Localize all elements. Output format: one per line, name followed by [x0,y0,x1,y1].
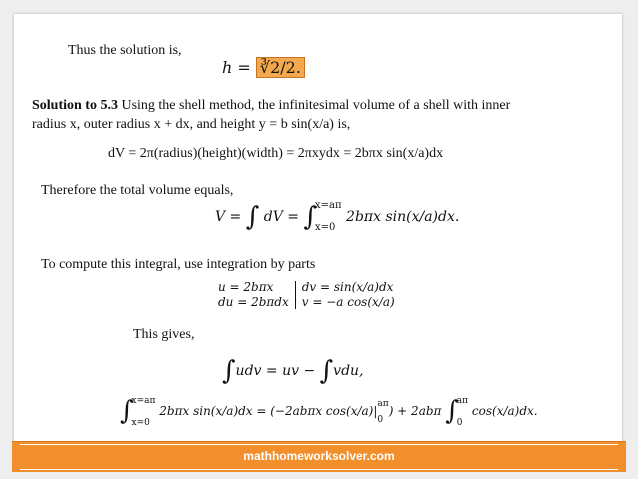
integral-sign-4: ∫ [319,356,334,386]
solution-lhs: h = [222,58,251,77]
footer-link[interactable]: mathhomeworksolver.com [243,449,395,463]
integral-sign-1: ∫ [245,202,260,232]
paragraph-line-2: radius x, outer radius x + dx, and height y = b sin(x/a) is, [32,117,351,132]
upper-limit: x=aπ [315,200,342,211]
dv-equation: dV = 2π(radius)(height)(width) = 2πxydx = 2bπx sin(x/a)dx [108,146,444,161]
volume-integrand: 2bπx sin(x/a)dx. [346,209,460,225]
parts-u: u = 2bπx [218,280,274,294]
integral-sign-5: ∫ [120,396,134,426]
intro-line: Thus the solution is, [68,43,182,58]
final-tail: cos(x/a)dx. [471,404,538,418]
final-upper-limit: x=aπ [131,395,156,406]
integral-sign-2: ∫ [303,202,318,232]
parts-formula [222,352,364,386]
volume-integral [215,198,459,233]
footer-top-rule [20,444,618,445]
eval-upper: aπ [377,398,389,409]
parts-table [218,280,395,310]
final-lower-limit-2: 0 [456,417,463,428]
total-volume-text: Therefore the total volume equals, [41,183,234,198]
footer-bottom-rule [20,469,618,470]
parts-divider [295,281,296,309]
paragraph-text-1: Using the shell method, the infinitesimal volume of a shell with inner [117,98,511,113]
final-integrand: 2bπx sin(x/a)dx = (−2abπx cos(x/a)| [159,404,378,418]
parts-v: v = −a cos(x/a) [301,295,395,309]
parts-text: To compute this integral, use integration by parts [41,257,316,272]
final-lower-limit: x=0 [131,417,150,428]
paragraph-line-1 [32,97,510,115]
integral-sign-3: ∫ [222,356,236,386]
eval-lower: 0 [377,414,384,425]
volume-mid: dV = [263,209,300,225]
parts-dv: dv = sin(x/a)dx [301,280,394,294]
parts-formula-rhs: vdu, [333,363,364,379]
final-mid: ) + 2abπ [388,404,442,418]
lower-limit: x=0 [315,222,336,233]
final-upper-limit-2: aπ [456,395,469,406]
gives-text: This gives, [133,327,195,342]
integral-sign-6: ∫ [445,396,459,426]
parts-du: du = 2bπdx [218,295,289,309]
parts-formula-lhs: udv = uv − [235,363,316,379]
highlighted-answer: ∛2/2. [256,57,305,78]
volume-lhs: V = [215,209,242,225]
solution-equation [222,58,305,77]
footer-bar [12,441,626,472]
final-equation [120,392,538,428]
solution-heading: Solution to 5.3 [32,98,118,113]
